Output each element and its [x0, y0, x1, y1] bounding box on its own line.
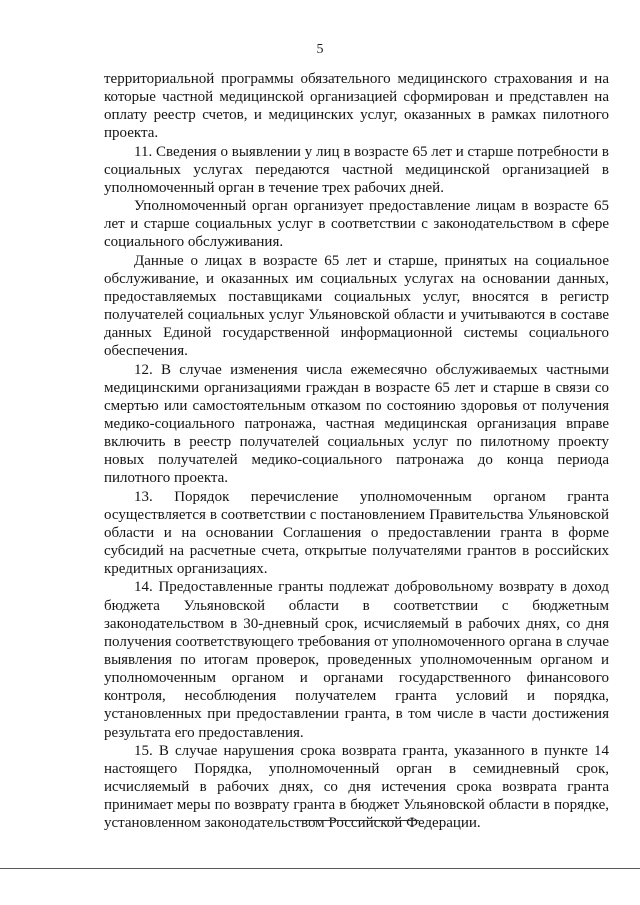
- paragraph-11-organization: Уполномоченный орган организует предоставление лицам в возрасте 65 лет и старше социальных услуг в соответствии с законодательством в сфере социального обслуживания.: [104, 198, 609, 251]
- paragraph-15: 15. В случае нарушения срока возврата гранта, указанного в пункте 14 настоящего Порядка, уполномоченный орган в семидневный срок, исчисляемый в рабочих днях, со дня истечения срока возврата гранта принимает меры по возврату гранта в бюджет Ульяновской области в порядке, установленном законодательством Российской Федерации.: [104, 742, 609, 832]
- paragraph-13: 13. Порядок перечисление уполномоченным органом гранта осуществляется в соответствии с постановлением Правительства Ульяновской области и на основании Соглашения о предоставлении гранта в форме субсидий на расчетные счета, открытые получателями грантов в российских кредитных организациях.: [104, 488, 609, 578]
- paragraph-14: 14. Предоставленные гранты подлежат добровольному возврату в доход бюджета Ульяновской области в соответствии с бюджетным законодательством в 30-дневный срок, исчисляемый в рабочих днях, со дня получения соответствующего требования от уполномоченного органа в случае выявления по итогам проверок, проведенных уполномоченным органом и уполномоченным органом и органами государственного финансового контроля, несоблюдения получателем гранта условий и порядка, установленных при предоставлении гранта, в том числе в части достижения результата его предоставления.: [104, 579, 609, 741]
- end-divider: [301, 820, 419, 821]
- paragraph-11: 11. Сведения о выявлении у лиц в возрасте 65 лет и старше потребности в социальных услугах передаются частной медицинской организацией в уполномоченный орган в течение трех рабочих дней.: [104, 143, 609, 196]
- document-body: [104, 70, 609, 833]
- paragraph-continuation: территориальной программы обязательного медицинского страхования и на которые частной медицинской организацией сформирован и представлен на оплату реестр счетов, и медицинских услуг, оказанных в рамках пилотного проекта.: [104, 71, 609, 142]
- paragraph-12: 12. В случае изменения числа ежемесячно обслуживаемых частными медицинскими организациями граждан в возрасте 65 лет и старше в связи со смертью или самостоятельным отказом по состоянию здоровья от получения медико-социального патронажа, частная медицинская организация вправе включить в реестр получателей социальных услуг по пилотному проекту новых получателей медико-социального патронажа до конца периода пилотного проекта.: [104, 361, 609, 487]
- paragraph-11-registry: Данные о лицах в возрасте 65 лет и старше, принятых на социальное обслуживание, и оказанных им социальных услугах на основании данных, предоставляемых поставщиками социальных услуг, вносятся в регистр получателей социальных услуг Ульяновской области и учитываются в составе данных Единой государственной информационной системы социального обеспечения.: [104, 252, 609, 360]
- scan-edge-line: [0, 868, 640, 869]
- page-number: 5: [316, 42, 324, 57]
